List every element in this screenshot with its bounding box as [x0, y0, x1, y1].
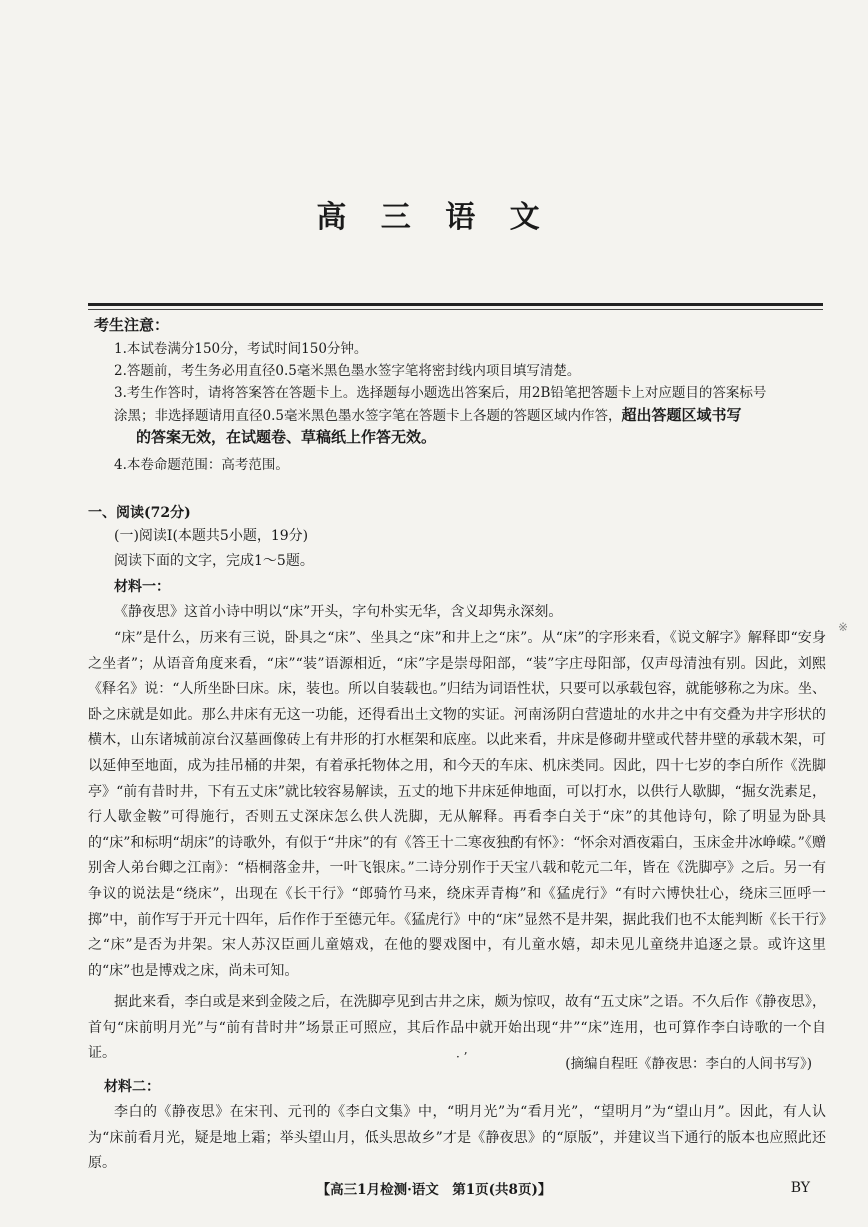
- paragraph-2: “床”是什么，历来有三说，卧具之“床”、坐具之“床”和井上之“床”。从“床”的字形来看，《说文解字》解释即“安身之坐者”；从语音角度来看，“床”“装”语源相近，“床”字是崇母阳部，“装”字庄母阳部，仅声母清浊有别。因此，刘熙《释名》说：“人所坐卧曰床。床，装也。所以自装载也。”归结为词语性状，只要可以承载包容，就能够称之为床。坐、卧之床就是如此。那么井床有无这一功能，还得看出土文物的实证。河南汤阴白营遗址的水井之中有交叠为井字形状的横木，山东诸城前凉台汉墓画像砖上有井形的打水框架和底座。以此来看，井床是修砌井壁或代替井壁的承载木架，可以延伸至地面，成为挂吊桶的井架，有着承托物体之用，和今天的车床、机床类同。因此，四十七岁的李白所作《洗脚亭》“前有昔时井，下有五丈床”就比较容易解读，五丈的地下井床延伸地面，可以打水，以供行人歇脚，“掘女洗素足，行人歇金鞍”可得施行，否则五丈深床怎么供人洗脚，无从解释。再看李白关于“床”的其他诗句，除了明显为卧具的“床”和标明“胡床”的诗歌外，有似于“井床”的有《答王十二寒夜独酌有怀》：“怀余对酒夜霜白，玉床金井冰峥嵘。”《赠别舍人弟台卿之江南》：“梧桐落金井，一叶飞银床。”二诗分别作于天宝八载和乾元二年，皆在《洗脚亭》之后。另一有争议的说法是“绕床”，出现在《长干行》“郎骑竹马来，绕床弄青梅”和《猛虎行》“有时六博快壮心，绕床三匝呼一掷”中，前作写于开元十四年，后作作于至德元年。《猛虎行》中的“床”显然不是井架，据此我们也不太能判断《长干行》之“床”是否为井架。宋人苏汉臣画儿童嬉戏，在他的婴戏图中，有儿童水嬉，却未见儿童绕井追逐之景。或许这里的“床”也是博戏之床，尚未可知。: [88, 630, 826, 979]
- notice-item-2: 2.答题前，考生务必用直径0.5毫米黑色墨水签字笔将密封线内项目填写清楚。: [114, 363, 581, 379]
- notice-item-1: 1.本试卷满分150分，考试时间150分钟。: [114, 341, 368, 357]
- source-credit: (摘编自程旺《静夜思：李白的人间书写》): [565, 1056, 812, 1072]
- scan-mark-icon: ※: [838, 620, 849, 634]
- page-footer: 【高三1月检测·语文 第1页(共8页)】: [316, 1182, 552, 1198]
- material-1-label: 材料一：: [114, 579, 170, 595]
- notice-item-3-text: 涂黑；非选择题请用直径0.5毫米黑色墨水签字笔在答题卡上各题的答题区域内作答，: [114, 408, 622, 424]
- section-heading: 一、阅读(72分): [88, 505, 191, 521]
- material-2-label: 材料二：: [104, 1079, 160, 1095]
- notice-heading: 考生注意：: [94, 316, 170, 334]
- divider: [88, 309, 823, 310]
- notice-item-3-line3: 的答案无效，在试题卷、草稿纸上作答无效。: [136, 428, 437, 446]
- paragraph-4: 李白的《静夜思》在宋刊、元刊的《李白文集》中，“明月光”为“看月光”，“望明月”为“望山月”。因此，有人认为“床前看月光，疑是地上霜；举头望山月，低头思故乡”才是《静夜思》的“原版”，并建议当下通行的版本也应照此还原。: [88, 1104, 826, 1172]
- page-title: 高 三 语 文: [316, 200, 552, 235]
- divider: [88, 303, 823, 306]
- paper-code: BY: [790, 1180, 810, 1196]
- notice-item-3-line2: [114, 404, 814, 427]
- paragraph-1: 《静夜思》这首小诗中明以“床”开头，字句朴实无华，含义却隽永深刻。: [114, 604, 563, 620]
- stray-marks: · ’: [456, 1050, 468, 1064]
- notice-item-4: 4.本卷命题范围：高考范围。: [114, 457, 289, 473]
- paragraph-3: 据此来看，李白或是来到金陵之后，在洗脚亭见到古井之床，颇为惊叹，故有“五丈床”之语。不久后作《静夜思》，首句“床前明月光”与“前有昔时井”场景正可照应，其后作品中就开始出现“井”“床”连用，也可算作李白诗歌的一个自证。: [88, 994, 826, 1062]
- instruction: 阅读下面的文字，完成1～5题。: [114, 553, 314, 569]
- subsection-heading: (一)阅读Ⅰ(本题共5小题，19分): [114, 528, 309, 544]
- notice-item-3-emphasis: 超出答题区域书写: [621, 406, 742, 424]
- notice-item-3: 3.考生作答时，请将答案答在答题卡上。选择题每小题选出答案后，用2B铅笔把答题卡上对应题目的答案标号: [114, 385, 767, 401]
